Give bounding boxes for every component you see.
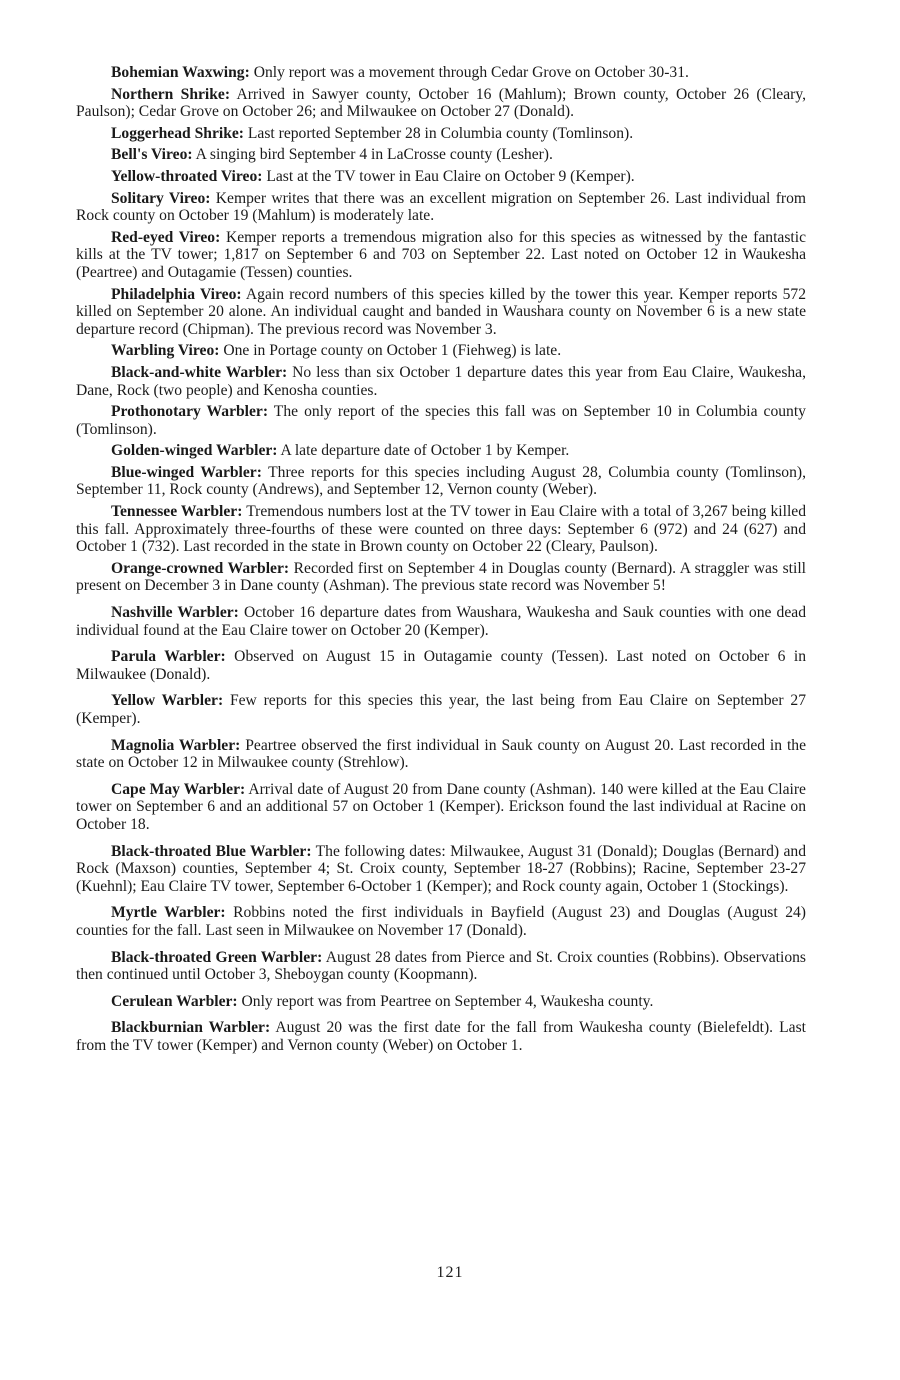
- entry-text: Only report was a movement through Cedar Grove on October 30-31.: [249, 64, 689, 81]
- entry-text: Kemper reports a tremendous migration also for this species as witnessed by the fantastic kills at the TV tower; 1,817 on September 6 and 703 on September 22. Last noted on October 12 in Waukesha (Peartree) and Outagamie (Tessen) counties.: [76, 228, 806, 281]
- species-name: Bohemian Waxwing:: [111, 64, 250, 81]
- entry-loggerhead-shrike: [76, 125, 806, 143]
- entry-text: No less than six October 1 departure dates this year from Eau Claire, Waukesha, Dane, Rock (two people) and Kenosha counties.: [76, 363, 807, 399]
- species-name: Warbling Vireo:: [111, 342, 220, 360]
- entry-myrtle-warbler: [76, 904, 806, 939]
- entry-warbling-vireo: [76, 342, 806, 360]
- entry-text: Three reports for this species including August 28, Columbia county (Tomlinson), September 11, Rock county (Andrews), and September 12, Vernon county (Weber).: [76, 463, 806, 499]
- entry-text: The following dates: Milwaukee, August 31 (Donald); Douglas (Bernard) and Rock (Maxson) counties, September 4; St. Croix county, September 18-27 (Robbins); Racine, September 23-27 (Kuehnl); Eau Claire TV tower, September 6-October 1 (Kemper); and Rock county again, October 1 (Stockings).: [76, 842, 806, 895]
- entry-text: The only report of the species this fall was on September 10 in Columbia county (Tomlinson).: [76, 403, 806, 438]
- entry-cerulean-warbler: [76, 993, 806, 1011]
- entry-text: October 16 departure dates from Waushara, Waukesha and Sauk counties with one dead individual found at the Eau Claire tower on October 20 (Kemper).: [76, 604, 806, 639]
- species-name: Blackburnian Warbler:: [111, 1019, 271, 1037]
- species-name: Cerulean Warbler:: [111, 992, 238, 1010]
- entry-text: Arrival date of August 20 from Dane county (Ashman). 140 were killed at the Eau Claire tower on September 6 and an additional 57 on October 1 (Kemper). Erickson found the last individual at Racine on October 18.: [76, 780, 806, 833]
- entry-black-throated-green-warbler: [76, 949, 806, 984]
- entry-text: Recorded first on September 4 in Douglas county (Bernard). A straggler was still present on December 3 in Dane county (Ashman). The previous state record was November 5!: [76, 559, 806, 595]
- entry-nashville-warbler: [76, 604, 806, 639]
- page-number: 121: [436, 1264, 464, 1281]
- entry-text: Robbins noted the first individuals in Bayfield (August 23) and Douglas (August 24) counties for the fall. Last seen in Milwaukee on November 17 (Donald).: [76, 904, 806, 939]
- species-name: Nashville Warbler:: [111, 604, 239, 622]
- species-name: Solitary Vireo:: [111, 189, 211, 207]
- entry-black-and-white-warbler: [76, 364, 806, 399]
- entry-text: Peartree observed the first individual in Sauk county on August 20. Last recorded in the state on October 12 in Milwaukee county (Strehlow).: [76, 736, 806, 772]
- species-name: Black-throated Blue Warbler:: [111, 842, 312, 860]
- entry-text: A singing bird September 4 in LaCrosse county (Lesher).: [192, 146, 553, 164]
- entry-text: August 28 dates from Pierce and St. Croix counties (Robbins). Observations then continued until October 3, Sheboygan county (Koopmann).: [76, 948, 806, 984]
- entry-text: Last reported September 28 in Columbia county (Tomlinson).: [243, 124, 634, 142]
- entry-text: Only report was from Peartree on September 4, Waukesha county.: [237, 992, 654, 1010]
- entry-black-throated-blue-warbler: [76, 843, 806, 896]
- entry-text: Last at the TV tower in Eau Claire on October 9 (Kemper).: [262, 167, 635, 185]
- species-name: Parula Warbler:: [111, 648, 226, 666]
- entry-prothonotary-warbler: [76, 403, 806, 438]
- entry-bells-vireo: [76, 146, 806, 164]
- entry-magnolia-warbler: [76, 737, 806, 772]
- species-name: Black-throated Green Warbler:: [111, 948, 323, 966]
- entry-parula-warbler: [76, 648, 806, 683]
- entry-blackburnian-warbler: [76, 1019, 806, 1054]
- species-name: Black-and-white Warbler:: [111, 363, 288, 381]
- species-name: Prothonotary Warbler:: [111, 403, 269, 421]
- species-name: Yellow-throated Vireo:: [111, 167, 263, 185]
- species-name: Red-eyed Vireo:: [111, 228, 221, 246]
- entry-orange-crowned-warbler: [76, 560, 806, 595]
- entry-text: Kemper writes that there was an excellent migration on September 26. Last individual from Rock county on October 19 (Mahlum) is moderately late.: [76, 189, 807, 225]
- species-name: Philadelphia Vireo:: [111, 285, 242, 303]
- entry-solitary-vireo: [76, 190, 806, 225]
- entry-bohemian-waxwing: [76, 64, 806, 82]
- entry-tennessee-warbler: [76, 503, 806, 556]
- entry-text: Tremendous numbers lost at the TV tower in Eau Claire with a total of 3,267 being killed this fall. Approximately three-fourths of these were counted on three days: September 6 (972) and 24 (627) and October 1 (732). Last recorded in the state in Brown county on October 22 (Cleary, Paulson).: [76, 503, 806, 556]
- species-name: Orange-crowned Warbler:: [111, 559, 290, 577]
- species-name: Yellow Warbler:: [111, 692, 224, 710]
- species-name: Loggerhead Shrike:: [111, 124, 244, 142]
- species-name: Golden-winged Warbler:: [111, 442, 278, 460]
- entry-text: Few reports for this species this year, the last being from Eau Claire on September 27 (Kemper).: [76, 692, 806, 727]
- entry-philadelphia-vireo: [76, 286, 806, 339]
- species-name: Tennessee Warbler:: [111, 503, 243, 521]
- entry-text: One in Portage county on October 1 (Fiehweg) is late.: [219, 342, 562, 360]
- entry-yellow-throated-vireo: [76, 168, 806, 186]
- species-name: Myrtle Warbler:: [111, 904, 226, 922]
- entry-text: A late departure date of October 1 by Kemper.: [277, 442, 570, 460]
- entry-text: Observed on August 15 in Outagamie county (Tessen). Last noted on October 6 in Milwaukee (Donald).: [76, 648, 806, 683]
- entry-red-eyed-vireo: [76, 229, 806, 282]
- entry-cape-may-warbler: [76, 781, 806, 834]
- species-name: Cape May Warbler:: [111, 780, 246, 798]
- entry-yellow-warbler: [76, 692, 806, 727]
- species-name: Magnolia Warbler:: [111, 736, 241, 754]
- bird-report-text: [76, 64, 806, 1059]
- entry-blue-winged-warbler: [76, 464, 806, 499]
- species-name: Blue-winged Warbler:: [111, 463, 262, 481]
- species-name: Bell's Vireo:: [111, 146, 193, 164]
- entry-text: Arrived in Sawyer county, October 16 (Mahlum); Brown county, October 26 (Cleary, Paulson); Cedar Grove on October 26; and Milwaukee on October 27 (Donald).: [76, 85, 806, 121]
- species-name: Northern Shrike:: [111, 85, 231, 103]
- entry-text: Again record numbers of this species killed by the tower this year. Kemper reports 572 killed on September 20 alone. An individual caught and banded in Waushara county on November 6 is a new state departure record (Chipman). The previous record was November 3.: [76, 285, 806, 338]
- entry-text: August 20 was the first date for the fall from Waukesha county (Bielefeldt). Last from the TV tower (Kemper) and Vernon county (Weber) on October 1.: [76, 1019, 806, 1054]
- entry-golden-winged-warbler: [76, 442, 806, 460]
- entry-northern-shrike: [76, 86, 806, 121]
